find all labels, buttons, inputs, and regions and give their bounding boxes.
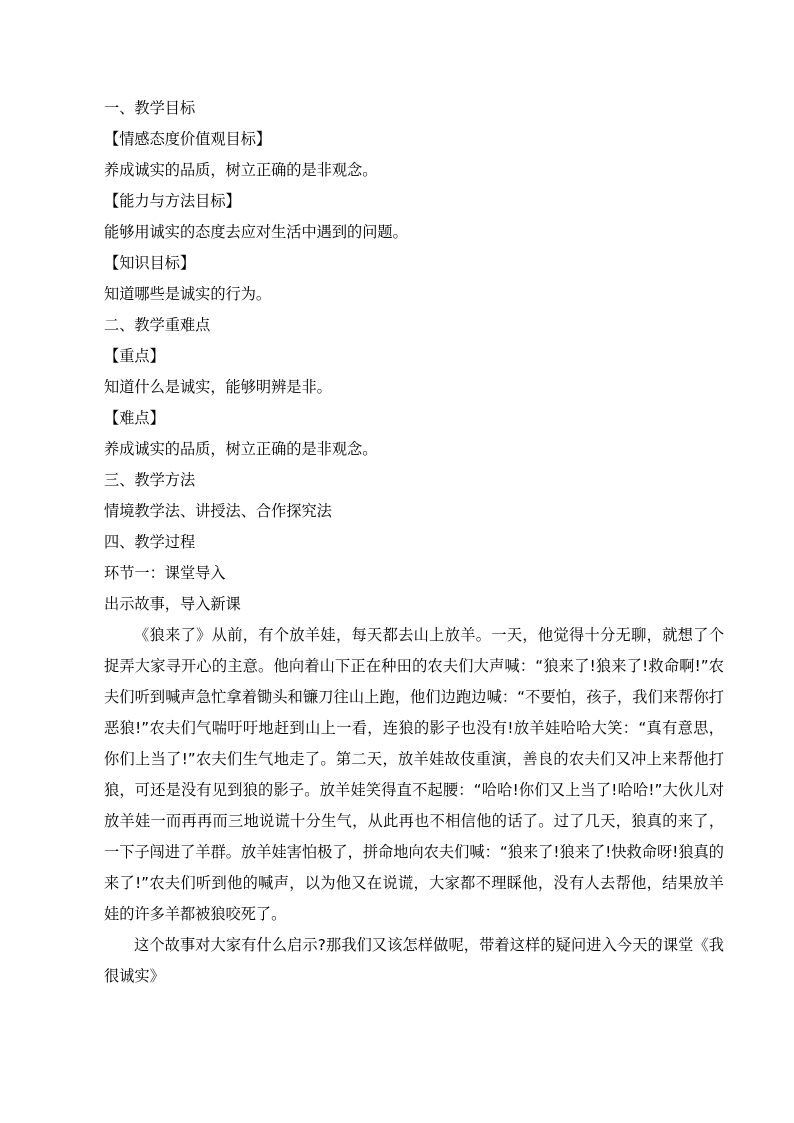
subheading-key-point: 【重点】: [104, 347, 165, 365]
text-line: 知道什么是诚实，能够明辨是非。: [104, 378, 332, 396]
text-line: 能够用诚实的态度去应对生活中遇到的问题。: [104, 223, 408, 241]
subheading-difficult-point: 【难点】: [104, 409, 165, 427]
section-heading-key-points: 二、教学重难点: [104, 316, 211, 334]
section-heading-process: 四、教学过程: [104, 533, 196, 551]
subheading-emotional-goal: 【情感态度价值观目标】: [104, 130, 272, 148]
text-line: 养成诚实的品质，树立正确的是非观念。: [104, 161, 378, 179]
text-line: 情境教学法、讲授法、合作探究法: [104, 502, 332, 520]
closing-paragraph: 这个故事对大家有什么启示?那我们又该怎样做呢，带着这样的疑问进入今天的课堂《我很诚实》: [104, 936, 724, 985]
section-heading-methods: 三、教学方法: [104, 471, 196, 489]
subheading-knowledge-goal: 【知识目标】: [104, 254, 196, 272]
text-line: 养成诚实的品质，树立正确的是非观念。: [104, 440, 378, 458]
document-page: [104, 93, 724, 992]
text-line: 知道哪些是诚实的行为。: [104, 285, 272, 303]
step-heading-intro: 环节一：课堂导入: [104, 564, 226, 582]
story-paragraph: 《狼来了》从前，有个放羊娃，每天都去山上放羊。一天，他觉得十分无聊，就想了个捉弄大家寻开心的主意。他向着山下正在种田的农夫们大声喊：“狼来了!狼来了!救命啊!”农夫们听到喊声急忙拿着锄头和镰刀往山上跑，他们边跑边喊：“不要怕，孩子，我们来帮你打恶狼!”农夫们气喘吁吁地赶到山上一看，连狼的影子也没有!放羊娃哈哈大笑：“真有意思，你们上当了!”农夫们生气地走了。第二天，放羊娃故伎重演，善良的农夫们又冲上来帮他打狼，可还是没有见到狼的影子。放羊娃笑得直不起腰：“哈哈!你们又上当了!哈哈!”大伙儿对放羊娃一而再再而三地说谎十分生气，从此再也不相信他的话了。过了几天，狼真的来了，一下子闯进了羊群。放羊娃害怕极了，拼命地向农夫们喊：“狼来了!狼来了!快救命呀!狼真的来了!”农夫们听到他的喊声，以为他又在说谎，大家都不理睬他，没有人去帮他，结果放羊娃的许多羊都被狼咬死了。: [104, 626, 724, 923]
text-line: 出示故事，导入新课: [104, 595, 241, 613]
subheading-ability-goal: 【能力与方法目标】: [104, 192, 241, 210]
section-heading-objectives: 一、教学目标: [104, 99, 196, 117]
